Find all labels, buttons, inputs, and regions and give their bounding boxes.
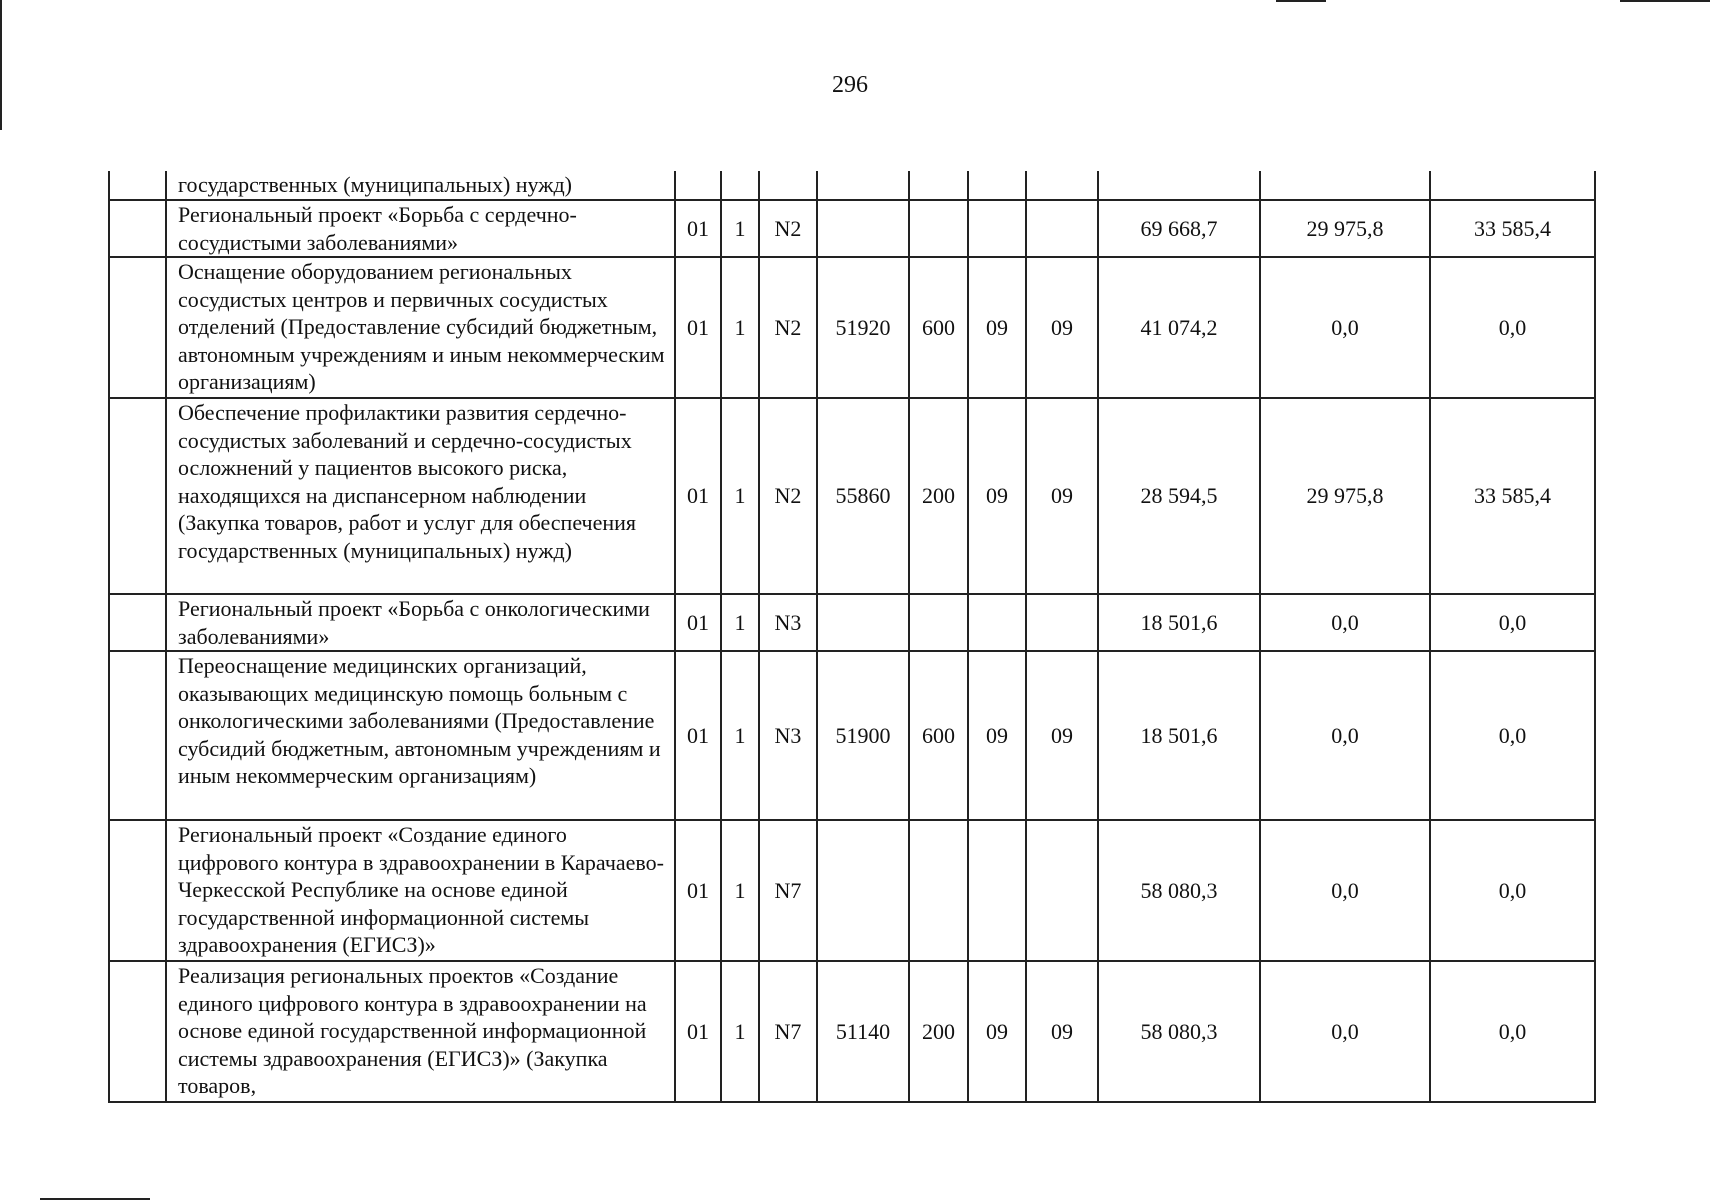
table-row [109, 200, 1595, 257]
scan-edge-top-right [1276, 0, 1326, 2]
amount-cell: 0,0 [1430, 257, 1595, 398]
table-row [109, 820, 1595, 961]
item-name: Региональный проект «Борьба с онкологическими заболеваниями» [166, 594, 675, 651]
table-row [109, 171, 1595, 200]
index-cell [109, 171, 166, 200]
code-cell: 51140 [817, 961, 909, 1102]
amount-cell: 18 501,6 [1098, 651, 1260, 820]
item-name: Обеспечение профилактики развития сердечно-сосудистых заболеваний и сердечно-сосудистых осложнений у пациентов высокого риска, находящихся на диспансерном наблюдении (Закупка товаров, работ и услуг для обеспечения государственных (муниципальных) нужд) [166, 398, 675, 594]
code-cell: 09 [1026, 257, 1098, 398]
amount-cell [1260, 171, 1430, 200]
code-cell: 01 [675, 594, 721, 651]
scan-edge-left [0, 0, 2, 130]
amount-cell [1430, 171, 1595, 200]
page-number: 296 [832, 72, 868, 98]
code-cell [817, 171, 909, 200]
code-cell: 09 [1026, 651, 1098, 820]
code-cell [817, 594, 909, 651]
amount-cell: 28 594,5 [1098, 398, 1260, 594]
code-cell: 200 [909, 961, 968, 1102]
code-cell [909, 820, 968, 961]
amount-cell [1098, 171, 1260, 200]
item-name: Переоснащение медицинских организаций, оказывающих медицинскую помощь больным с онкологическими заболеваниями (Предоставление субсидий бюджетным, автономным учреждениям и иным некоммерческим организациям) [166, 651, 675, 820]
code-cell: 01 [675, 257, 721, 398]
code-cell: 1 [721, 398, 759, 594]
amount-cell: 0,0 [1260, 820, 1430, 961]
code-cell [909, 171, 968, 200]
code-cell [968, 594, 1026, 651]
code-cell: 09 [1026, 961, 1098, 1102]
code-cell [1026, 200, 1098, 257]
amount-cell: 58 080,3 [1098, 961, 1260, 1102]
code-cell: 1 [721, 820, 759, 961]
amount-cell: 29 975,8 [1260, 398, 1430, 594]
amount-cell: 0,0 [1260, 961, 1430, 1102]
code-cell: N7 [759, 961, 817, 1102]
index-cell [109, 651, 166, 820]
code-cell: 1 [721, 200, 759, 257]
amount-cell: 0,0 [1260, 651, 1430, 820]
table-row [109, 398, 1595, 594]
code-cell [909, 594, 968, 651]
code-cell: 600 [909, 651, 968, 820]
code-cell [968, 171, 1026, 200]
code-cell: 1 [721, 961, 759, 1102]
code-cell [675, 171, 721, 200]
code-cell: 51900 [817, 651, 909, 820]
amount-cell: 0,0 [1430, 820, 1595, 961]
code-cell: 09 [968, 961, 1026, 1102]
amount-cell: 41 074,2 [1098, 257, 1260, 398]
amount-cell: 33 585,4 [1430, 398, 1595, 594]
code-cell [759, 171, 817, 200]
code-cell: 01 [675, 651, 721, 820]
code-cell: 09 [968, 257, 1026, 398]
code-cell [968, 200, 1026, 257]
item-name: Региональный проект «Борьба с сердечно-сосудистыми заболеваниями» [166, 200, 675, 257]
amount-cell: 33 585,4 [1430, 200, 1595, 257]
code-cell: N7 [759, 820, 817, 961]
code-cell [909, 200, 968, 257]
code-cell [817, 200, 909, 257]
code-cell [1026, 820, 1098, 961]
code-cell: 01 [675, 398, 721, 594]
code-cell: 55860 [817, 398, 909, 594]
amount-cell: 18 501,6 [1098, 594, 1260, 651]
code-cell: 09 [1026, 398, 1098, 594]
amount-cell: 0,0 [1430, 651, 1595, 820]
item-name: Оснащение оборудованием региональных сосудистых центров и первичных сосудистых отделений (Предоставление субсидий бюджетным, автономным учреждениям и иным некоммерческим организациям) [166, 257, 675, 398]
index-cell [109, 820, 166, 961]
code-cell: 600 [909, 257, 968, 398]
code-cell: 01 [675, 820, 721, 961]
amount-cell: 0,0 [1260, 257, 1430, 398]
item-name: Реализация региональных проектов «Создание единого цифрового контура в здравоохранении на основе единой государственной информационной системы здравоохранения (ЕГИСЗ)» (Закупка товаров, [166, 961, 675, 1102]
amount-cell: 58 080,3 [1098, 820, 1260, 961]
code-cell: N2 [759, 257, 817, 398]
index-cell [109, 257, 166, 398]
code-cell: 200 [909, 398, 968, 594]
scan-edge-top-right-2 [1620, 0, 1710, 2]
code-cell: N2 [759, 398, 817, 594]
index-cell [109, 594, 166, 651]
index-cell [109, 961, 166, 1102]
code-cell: 1 [721, 651, 759, 820]
table-row [109, 961, 1595, 1102]
code-cell [1026, 594, 1098, 651]
code-cell: 1 [721, 594, 759, 651]
amount-cell: 29 975,8 [1260, 200, 1430, 257]
table-row [109, 651, 1595, 820]
code-cell: 01 [675, 961, 721, 1102]
budget-table [108, 171, 1596, 1103]
amount-cell: 0,0 [1430, 961, 1595, 1102]
item-name: государственных (муниципальных) нужд) [166, 171, 675, 200]
index-cell [109, 398, 166, 594]
code-cell: 09 [968, 398, 1026, 594]
amount-cell: 0,0 [1260, 594, 1430, 651]
code-cell [721, 171, 759, 200]
index-cell [109, 200, 166, 257]
item-name: Региональный проект «Создание единого цифрового контура в здравоохранении в Карачаево-Черкесской Республике на основе единой государственной информационной системы здравоохранения (ЕГИСЗ)» [166, 820, 675, 961]
code-cell: N3 [759, 594, 817, 651]
code-cell: N2 [759, 200, 817, 257]
amount-cell: 0,0 [1430, 594, 1595, 651]
code-cell [817, 820, 909, 961]
code-cell [1026, 171, 1098, 200]
amount-cell: 69 668,7 [1098, 200, 1260, 257]
code-cell [968, 820, 1026, 961]
table-row [109, 594, 1595, 651]
code-cell: N3 [759, 651, 817, 820]
code-cell: 1 [721, 257, 759, 398]
table-row [109, 257, 1595, 398]
code-cell: 51920 [817, 257, 909, 398]
code-cell: 09 [968, 651, 1026, 820]
code-cell: 01 [675, 200, 721, 257]
